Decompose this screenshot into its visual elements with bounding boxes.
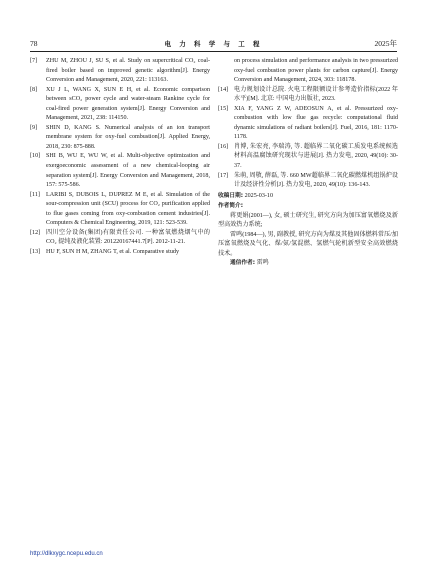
reference-text: 肖博, 朱宏亮, 李瑞涛, 等. 超临界二氧化碳工质发电系统候选材料高温腐蚀研究现状与进展[J]. 热力发电, 2020, 49(10): 30-37. bbox=[234, 143, 398, 170]
reference-text: SHI B, WU E, WU W, et al. Multi-objective optimization and exergoeconomic assessment of a new chemical-looping air separation system[J]. Energy Conversion and Management, 2018, 157: 575-586. bbox=[46, 153, 210, 189]
journal-title: 电 力 科 学 与 工 程 bbox=[164, 40, 263, 48]
reference-number: [12] bbox=[30, 229, 41, 236]
received-date bbox=[218, 192, 398, 202]
reference-number: [15] bbox=[218, 105, 229, 112]
reference-item bbox=[30, 248, 210, 258]
reference-number: [11] bbox=[30, 191, 40, 198]
reference-text: XIA F, YANG Z W, ADEOSUN A, et al. Pressurized oxy-combustion with low flue gas recycle: computational fluid dynamic simulations of radiant boilers[J]. Fuel, 2016, 181: 1170-1178. bbox=[234, 105, 398, 141]
author-bio bbox=[218, 212, 398, 231]
reference-number: [17] bbox=[218, 172, 229, 179]
author-name: 雷鸣 bbox=[230, 231, 243, 238]
corresponding-author-name: 雷鸣 bbox=[256, 260, 269, 267]
reference-item bbox=[30, 152, 210, 190]
author-bio-text: (2001—), 女, 硕士研究生, 研究方向为加压富氧燃烧及新型高效热力系统; bbox=[218, 212, 399, 229]
reference-item bbox=[30, 124, 210, 153]
corresponding-author-label: 通信作者: bbox=[230, 260, 256, 267]
author-intro-label: 作者简介: bbox=[218, 203, 244, 210]
reference-item bbox=[30, 57, 210, 86]
reference-number: [9] bbox=[30, 124, 38, 131]
left-column bbox=[30, 57, 210, 257]
reference-number: [14] bbox=[218, 86, 229, 93]
reference-item bbox=[218, 86, 398, 105]
journal-url-link[interactable]: http://dlkxygc.ncepu.edu.cn bbox=[30, 551, 103, 557]
reference-item bbox=[218, 172, 398, 191]
header-divider bbox=[30, 51, 397, 52]
reference-item bbox=[30, 86, 210, 124]
reference-text: on process simulation and performance analysis in two pressurized oxy-fuel combustion power plants for carbon capture[J]. Energy Conversion and Management, 2024, 303: 118178. bbox=[234, 58, 398, 84]
reference-number: [10] bbox=[30, 153, 41, 160]
reference-item bbox=[30, 229, 210, 248]
author-name: 蒋更娟 bbox=[230, 212, 249, 219]
reference-item bbox=[218, 105, 398, 143]
reference-text: 四川空分设备(集团)有限责任公司. 一种富氧燃烧烟气中的 CO₂ 提纯及液化装置: 201220167441.7[P]. 2012-11-21. bbox=[46, 229, 210, 246]
reference-text: LARIBI S, DUBOIS L, DUPREZ M E, et al. Simulation of the sour-compression unit (SCU) process for CO₂ purification applied to flue gases coming from oxy-combustion cement industries[J]. Computers & Chemical Engineering, 2019, 121: 523-539. bbox=[46, 191, 210, 227]
page-number: 78 bbox=[30, 39, 38, 48]
reference-number: [7] bbox=[30, 58, 38, 64]
reference-text: 朱萌, 周敬, 薛磊, 等. 660 MW超临界二氧化碳燃煤机组锅炉设计及经济性分析[J]. 热力发电, 2020, 49(10): 136-143. bbox=[234, 172, 398, 189]
right-column bbox=[218, 57, 398, 269]
reference-text: SHIN D, KANG S. Numerical analysis of an ion transport membrane system for oxy-fuel combustion[J]. Applied Energy, 2018, 230: 875-888. bbox=[46, 124, 210, 150]
author-intro-heading bbox=[218, 202, 398, 212]
received-label: 收稿日期: bbox=[218, 192, 244, 199]
reference-item bbox=[218, 143, 398, 172]
author-bio-text: (1984—), 男, 副教授, 研究方向为煤及其他固体燃料常压/加压富氧燃烧及气化、煤/氨/氢混燃、氢燃气轮机新型安全高效燃烧技术。 bbox=[218, 231, 398, 257]
reference-text: HU F, SUN H M, ZHANG T, et al. Comparative study bbox=[46, 248, 179, 255]
reference-text: ZHU M, ZHOU J, SU S, et al. Study on supercritical CO₂ coal-fired boiler based on improved genetic algorithm[J]. Energy Conversion and Management, 2020, 221: 113163. bbox=[46, 58, 210, 84]
received-value: 2025-03-10 bbox=[244, 192, 273, 199]
reference-number: [8] bbox=[30, 86, 38, 93]
reference-text: XU J L, WANG X, SUN E H, et al. Economic comparison between sCO₂ power cycle and water-steam Rankine cycle for coal-fired power generation system[J]. Energy Conversion and Management, 2021, 238: 114150. bbox=[46, 86, 210, 122]
publication-year: 2025年 bbox=[374, 39, 397, 48]
corresponding-author bbox=[218, 259, 398, 269]
reference-text: 电力规划设计总院. 火电工程限额设计参考造价指标(2022 年水平)[M]. 北京: 中国电力出版社, 2023. bbox=[234, 86, 398, 103]
page-header bbox=[30, 37, 397, 51]
reference-number: [16] bbox=[218, 143, 229, 150]
reference-number: [13] bbox=[30, 248, 41, 255]
reference-item bbox=[30, 191, 210, 229]
author-bio bbox=[218, 231, 398, 260]
reference-item bbox=[218, 57, 398, 86]
